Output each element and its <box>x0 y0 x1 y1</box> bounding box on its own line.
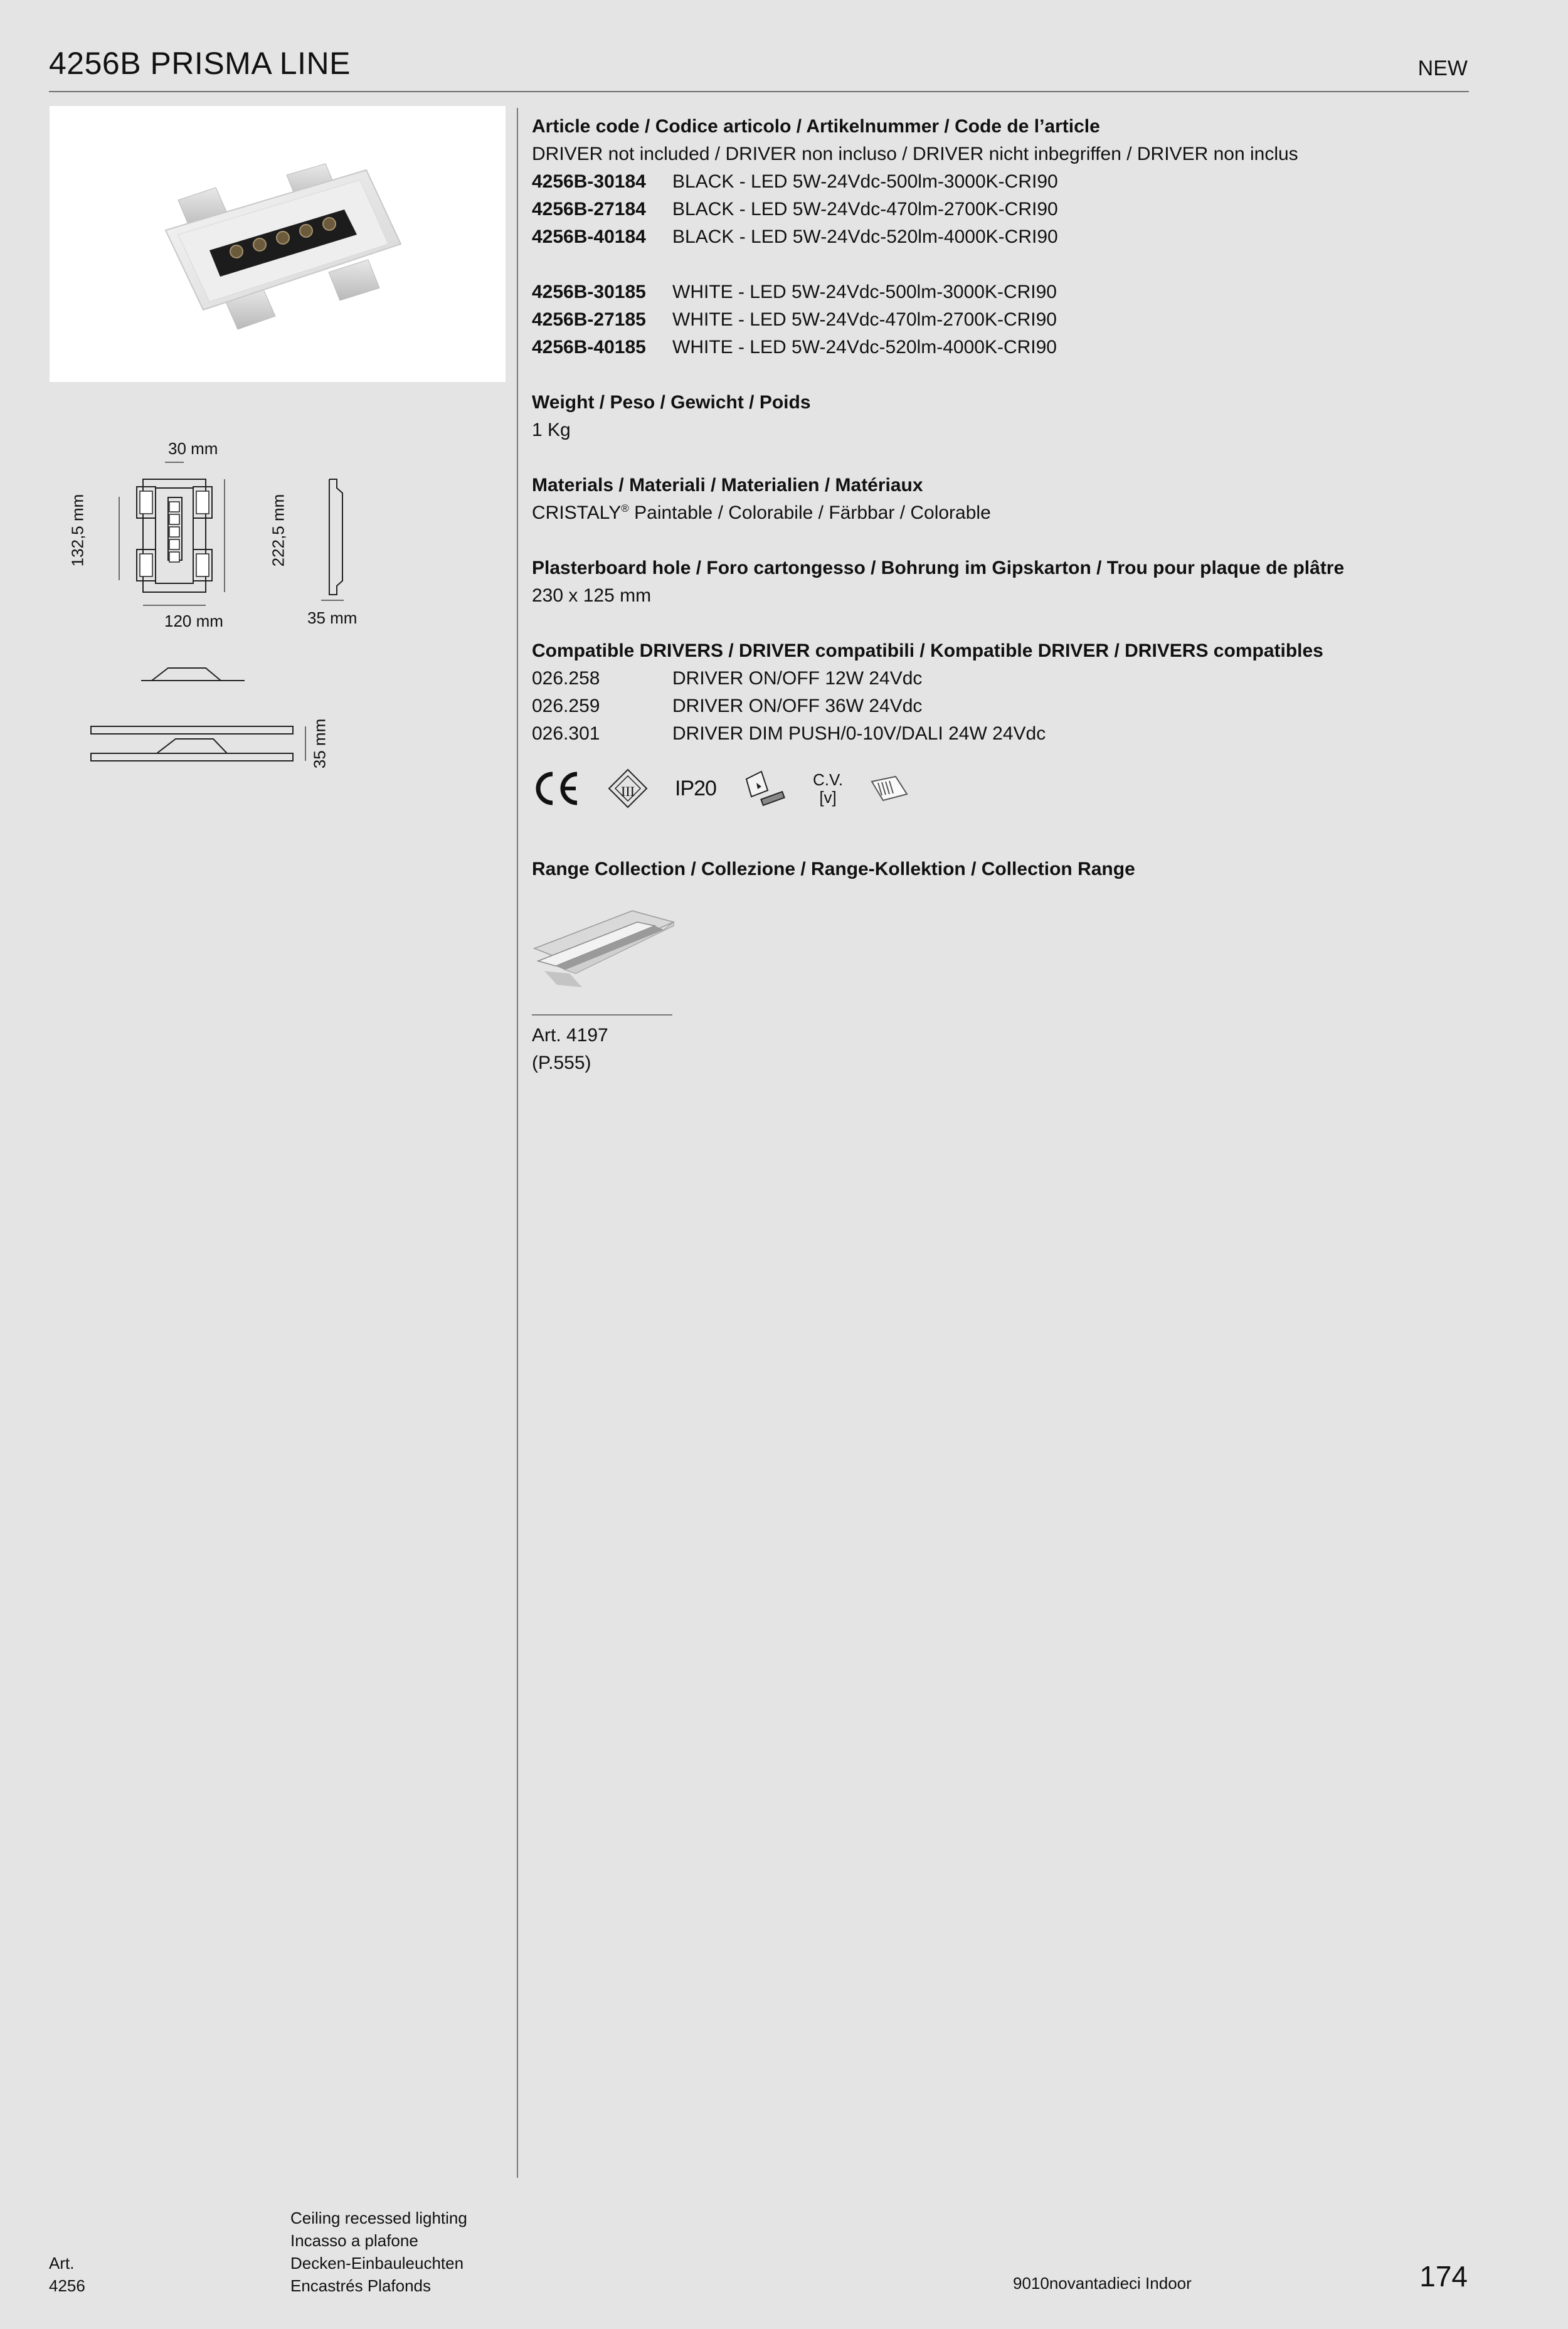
ip-rating: IP20 <box>675 777 716 800</box>
ce-mark-icon <box>532 769 581 808</box>
page-number: 174 <box>1419 2260 1468 2293</box>
article-code: 4256B-30184 <box>532 171 646 192</box>
category-de: Decken-Einbauleuchten <box>290 2254 464 2273</box>
footer-article <box>49 2252 85 2297</box>
spec-content <box>532 113 1448 1077</box>
range-title: Range Collection / Collezione / Range-Kollektion / Collection Range <box>532 859 1135 879</box>
dim-side-depth: 35 mm <box>307 608 358 627</box>
materials-finish: Paintable / Colorabile / Färbbar / Colorable <box>628 502 991 523</box>
paintable-icon <box>743 768 787 809</box>
footer-art-number: 4256 <box>49 2276 85 2295</box>
materials-title: Materials / Materiali / Materialien / Matériaux <box>532 475 923 496</box>
driver-note: DRIVER not included / DRIVER non incluso / DRIVER nicht inbegriffen / DRIVER non inclus <box>532 144 1298 164</box>
driver-row <box>532 720 1448 748</box>
header-divider <box>49 91 1469 92</box>
weight-title: Weight / Peso / Gewicht / Poids <box>532 392 811 413</box>
dim-left-height: 132,5 mm <box>68 494 87 567</box>
materials-brand: CRISTALY <box>532 502 622 523</box>
category-fr: Encastrés Plafonds <box>290 2276 432 2295</box>
dim-section-depth: 35 mm <box>310 718 329 769</box>
article-row <box>532 168 1448 196</box>
article-row <box>532 334 1448 361</box>
category-en: Ceiling recessed lighting <box>290 2209 467 2227</box>
range-art-number: Art. 4197 <box>532 1025 608 1046</box>
article-row <box>532 223 1448 251</box>
plasterboard-icon <box>869 773 909 804</box>
article-desc: BLACK - LED 5W-24Vdc-520lm-4000K-CRI90 <box>672 226 1058 247</box>
materials-value <box>532 499 1448 527</box>
article-code: 4256B-40184 <box>532 226 646 247</box>
article-row <box>532 306 1448 334</box>
category-it: Incasso a plafone <box>290 2231 418 2250</box>
article-code: 4256B-27185 <box>532 309 646 330</box>
article-row <box>532 279 1448 306</box>
class-iii-label: III <box>621 783 635 799</box>
footer-category <box>290 2207 467 2297</box>
driver-code: 026.259 <box>532 696 600 716</box>
product-photo-illustration <box>50 106 506 382</box>
range-article <box>532 1022 1448 1077</box>
cv-label: C.V. <box>812 770 844 789</box>
article-desc: WHITE - LED 5W-24Vdc-520lm-4000K-CRI90 <box>672 337 1057 358</box>
new-badge: NEW <box>1417 56 1468 80</box>
technical-drawings <box>63 427 401 803</box>
article-code-title: Article code / Codice articolo / Artikelnummer / Code de l’article <box>532 116 1100 137</box>
article-code: 4256B-27184 <box>532 199 646 220</box>
driver-desc: DRIVER DIM PUSH/0-10V/DALI 24W 24Vdc <box>672 723 1046 744</box>
driver-code: 026.301 <box>532 723 600 744</box>
drivers-title: Compatible DRIVERS / DRIVER compatibili / Kompatible DRIVER / DRIVERS compatibles <box>532 640 1323 661</box>
ip20-icon <box>675 775 716 802</box>
range-divider <box>532 1014 672 1016</box>
article-desc: BLACK - LED 5W-24Vdc-500lm-3000K-CRI90 <box>672 171 1058 192</box>
range-product-image <box>532 905 676 999</box>
article-code: 4256B-40185 <box>532 337 646 358</box>
article-desc: WHITE - LED 5W-24Vdc-470lm-2700K-CRI90 <box>672 309 1057 330</box>
dim-bottom-width: 120 mm <box>164 612 223 630</box>
article-desc: BLACK - LED 5W-24Vdc-470lm-2700K-CRI90 <box>672 199 1058 220</box>
driver-desc: DRIVER ON/OFF 12W 24Vdc <box>672 668 923 689</box>
certification-icons <box>532 760 1448 817</box>
product-photo <box>50 106 506 382</box>
column-divider <box>517 108 518 2178</box>
page-title: 4256B PRISMA LINE <box>49 46 351 81</box>
driver-row <box>532 692 1448 720</box>
hole-title: Plasterboard hole / Foro cartongesso / Bohrung im Gipskarton / Trou pour plaque de plâtre <box>532 558 1345 578</box>
article-row <box>532 196 1448 223</box>
hole-value: 230 x 125 mm <box>532 585 652 606</box>
cv-unit: [v] <box>819 788 837 807</box>
footer-art-label: Art. <box>49 2254 75 2273</box>
driver-desc: DRIVER ON/OFF 36W 24Vdc <box>672 696 923 716</box>
driver-code: 026.258 <box>532 668 600 689</box>
cv-icon <box>813 771 843 806</box>
driver-row <box>532 665 1448 692</box>
weight-value: 1 Kg <box>532 420 571 440</box>
registered-mark: ® <box>621 502 629 514</box>
footer-brand: 9010novantadieci Indoor <box>1013 2274 1192 2293</box>
article-code: 4256B-30185 <box>532 282 646 302</box>
range-page-ref: (P.555) <box>532 1053 591 1073</box>
dim-top-width: 30 mm <box>168 439 218 458</box>
class-iii-icon <box>607 768 649 809</box>
dim-right-height: 222,5 mm <box>268 494 288 567</box>
article-desc: WHITE - LED 5W-24Vdc-500lm-3000K-CRI90 <box>672 282 1057 302</box>
